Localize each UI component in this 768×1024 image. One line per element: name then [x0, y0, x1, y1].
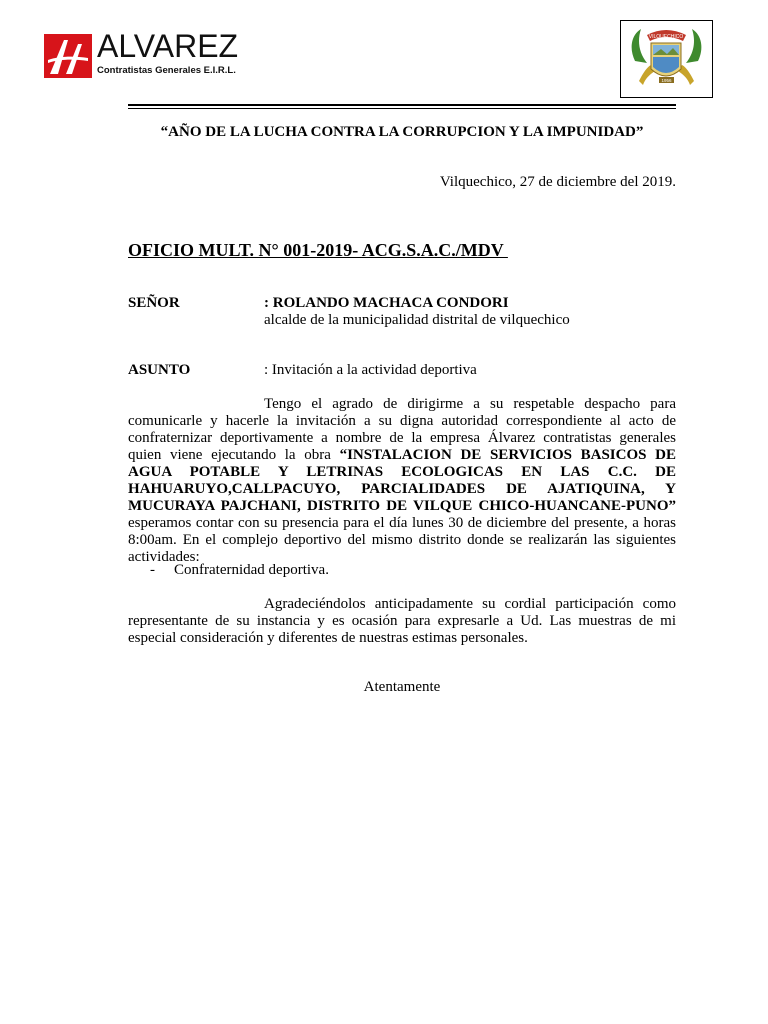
logo-mark	[44, 34, 92, 78]
closing: Atentamente	[363, 679, 441, 695]
subject-label: ASUNTO	[128, 362, 191, 378]
body-paragraph-2	[128, 596, 676, 647]
recipient-title: alcalde de la municipalidad distrital de vilquechico	[264, 312, 570, 328]
logo-name: ALVAREZ	[97, 28, 239, 64]
municipal-seal	[620, 20, 713, 98]
document-reference: OFICIO MULT. N° 001-2019- ACG.S.A.C./MDV	[128, 240, 508, 260]
seal-year: 1956	[661, 78, 672, 83]
year-motto: “AÑO DE LA LUCHA CONTRA LA CORRUPCION Y LA IMPUNIDAD”	[160, 124, 644, 140]
recipient-label: SEÑOR	[128, 295, 180, 311]
document-date: Vilquechico, 27 de diciembre del 2019.	[439, 174, 676, 190]
activity-item: Confraternidad deportiva.	[174, 562, 329, 578]
paragraph-2-text: Agradeciéndolos anticipadamente su cordial participación como representante de su instancia y es ocasión para expresarle a Ud. Las muestras de mi especial consideración y diferentes de nuestras estimas personales.	[128, 596, 676, 646]
project-name: “INSTALACION DE SERVICIOS BASICOS DE AGUA POTABLE Y LETRINAS ECOLOGICAS EN LAS C.C. DE HAHUARUYO,CALLPACUYO, PARCIALIDADES DE AJATIQUINA, Y MUCURAYA PAJCHANI, DISTRITO DE VILQUE CHICO-HUANCANE-PUNO”	[128, 447, 676, 514]
logo-subtitle: Contratistas Generales E.I.R.L.	[97, 65, 236, 76]
seal-text: VILQUECHICO	[648, 34, 684, 40]
recipient-name: : ROLANDO MACHACA CONDORI	[264, 295, 509, 311]
header-rule	[128, 104, 676, 106]
company-logo	[44, 28, 239, 82]
body-paragraph-1	[128, 396, 676, 566]
paragraph-1-rest: esperamos contar con su presencia para el día lunes 30 de diciembre del presente, a horas 8:00am. En el complejo deportivo del mismo distrito donde se realizarán las siguientes actividades:	[128, 515, 676, 565]
header-rule-thin	[128, 108, 676, 109]
subject-value: : Invitación a la actividad deportiva	[264, 362, 477, 378]
paragraph-1-intro: Tengo el agrado de dirigirme a su respetable despacho para comunicarle y hacerle la invitación a su digna autoridad correspondiente al acto de confraternizar deportivamente a nombre de la empresa Álvarez contratistas generales quien viene ejecutando la obra	[128, 396, 676, 463]
bullet-mark: -	[150, 562, 155, 578]
